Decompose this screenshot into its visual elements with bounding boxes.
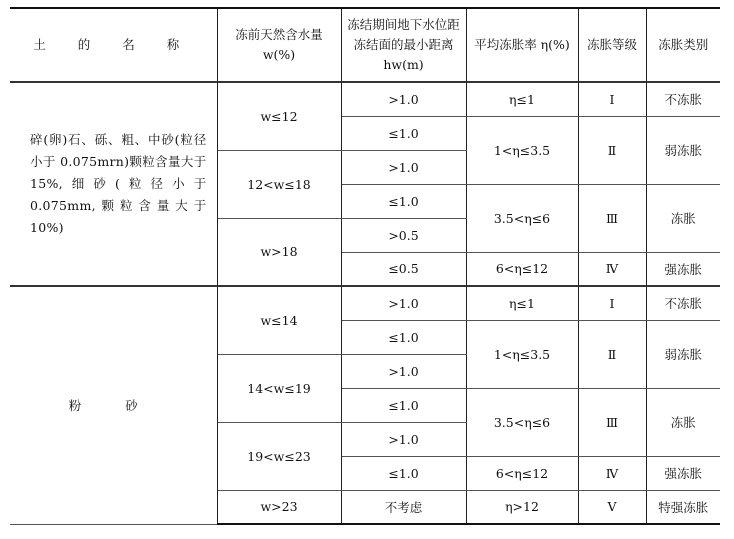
groundwater-distance-cell: ≤1.0 — [341, 184, 466, 218]
water-content-cell: w>23 — [217, 490, 341, 524]
table-row — [10, 82, 720, 116]
header-frost-category: 冻胀类别 — [646, 8, 720, 82]
groundwater-distance-cell: >1.0 — [341, 286, 466, 320]
water-content-cell: w≤12 — [217, 82, 341, 150]
soil-name-cell: 粉 砂 — [10, 286, 217, 524]
frost-grade-cell: Ⅴ — [578, 490, 646, 524]
header-row — [10, 8, 720, 82]
frost-category-cell: 不冻胀 — [646, 286, 720, 320]
frost-grade-cell: Ⅰ — [578, 82, 646, 116]
groundwater-distance-cell: >1.0 — [341, 82, 466, 116]
header-frost-grade: 冻胀等级 — [578, 8, 646, 82]
water-content-cell: w>18 — [217, 218, 341, 286]
frost-heave-rate-cell: 6<η≤12 — [466, 252, 578, 286]
groundwater-distance-cell: >1.0 — [341, 354, 466, 388]
frost-heave-classification-table — [10, 7, 720, 525]
groundwater-distance-cell: >0.5 — [341, 218, 466, 252]
frost-heave-rate-cell: 1<η≤3.5 — [466, 116, 578, 184]
frost-grade-cell: Ⅱ — [578, 320, 646, 388]
table-row — [10, 286, 720, 320]
frost-heave-rate-cell: η>12 — [466, 490, 578, 524]
frost-heave-rate-cell: 6<η≤12 — [466, 456, 578, 490]
groundwater-distance-cell: ≤0.5 — [341, 252, 466, 286]
header-frost-heave-rate: 平均冻胀率 η(%) — [466, 8, 578, 82]
frost-category-cell: 弱冻胀 — [646, 320, 720, 388]
groundwater-distance-cell: ≤1.0 — [341, 456, 466, 490]
groundwater-distance-cell: >1.0 — [341, 422, 466, 456]
frost-category-cell: 强冻胀 — [646, 252, 720, 286]
water-content-cell: 12<w≤18 — [217, 150, 341, 218]
frost-grade-cell: Ⅳ — [578, 456, 646, 490]
frost-category-cell: 冻胀 — [646, 388, 720, 456]
frost-grade-cell: Ⅲ — [578, 184, 646, 252]
frost-grade-cell: Ⅲ — [578, 388, 646, 456]
groundwater-distance-cell: ≤1.0 — [341, 388, 466, 422]
groundwater-distance-cell: ≤1.0 — [341, 116, 466, 150]
water-content-cell: 14<w≤19 — [217, 354, 341, 422]
frost-heave-rate-cell: η≤1 — [466, 82, 578, 116]
frost-category-cell: 冻胀 — [646, 184, 720, 252]
groundwater-distance-cell: >1.0 — [341, 150, 466, 184]
groundwater-distance-cell: ≤1.0 — [341, 320, 466, 354]
frost-grade-cell: Ⅰ — [578, 286, 646, 320]
header-soil-name: 土 的 名 称 — [10, 8, 217, 82]
frost-category-cell: 特强冻胀 — [646, 490, 720, 524]
water-content-cell: w≤14 — [217, 286, 341, 354]
groundwater-distance-cell: 不考虑 — [341, 490, 466, 524]
frost-heave-rate-cell: 1<η≤3.5 — [466, 320, 578, 388]
frost-category-cell: 弱冻胀 — [646, 116, 720, 184]
frost-category-cell: 不冻胀 — [646, 82, 720, 116]
header-water-content: 冻前天然含水量 w(%) — [217, 8, 341, 82]
header-groundwater-distance: 冻结期间地下水位距冻结面的最小距离 hw(m) — [341, 8, 466, 82]
water-content-cell: 19<w≤23 — [217, 422, 341, 490]
soil-name-cell: 碎(卵)石、砾、粗、中砂(粒径小于 0.075mrn)颗粒含量大于 15%,细砂(粒径小于 0.075mm,颗粒含量大于 10%) — [10, 82, 217, 286]
frost-heave-rate-cell: 3.5<η≤6 — [466, 388, 578, 456]
frost-heave-rate-cell: 3.5<η≤6 — [466, 184, 578, 252]
frost-heave-rate-cell: η≤1 — [466, 286, 578, 320]
frost-grade-cell: Ⅱ — [578, 116, 646, 184]
frost-grade-cell: Ⅳ — [578, 252, 646, 286]
frost-category-cell: 强冻胀 — [646, 456, 720, 490]
